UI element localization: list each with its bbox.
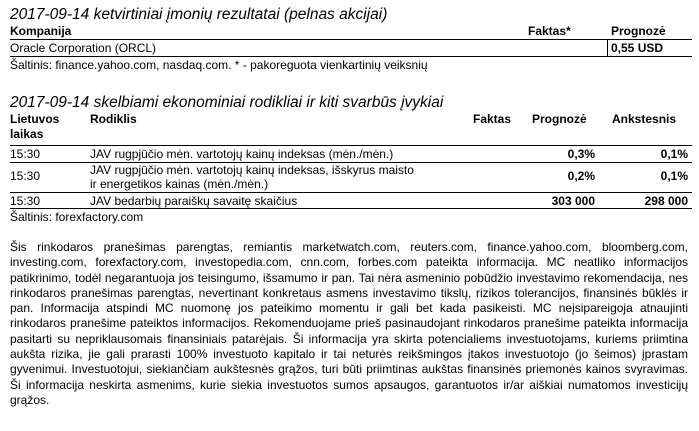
column-divider [607, 39, 608, 56]
section1-source: Šaltinis: finance.yahoo.com, nasdaq.com. * - pakoreguota vienkartinių veiksnių [10, 58, 428, 72]
disclaimer-text: Šis rinkodaros pranešimas parengtas, remiantis marketwatch.com, reuters.com, finance.yahoo.com, bloomberg.com, investing.com, forexfactory.com, investopedia.com, cnn.com, forbes.com pateikta informacija. MC neatliko informacijos patikrinimo, todėl negarantuoja jos teisingumo, išsamumo ir pan. Tai nėra asmeninio pobūdžio investavimo rekomendacija, nes rinkodaros pranešimas parengtas, nevertinant konkretaus asmens investavimo tikslų, rizikos tolerancijos, finansinės būklės ir pan. Informacija atspindi MC nuomonę jos pateikimo momentu ir gali bet kada pasikeisti. MC neįsipareigoja atnaujinti rinkodaros pranešime pateiktos informacijos. Rekomenduojame prieš pasinaudojant rinkodaros pranešime pateikta informacija pasitarti su nepriklausomais finansiniais patarėjais. Ši informacija yra skirta potencialiems investuotojams, kuriems priimtina aukšta rizika, jie gali prarasti 100% investuoto kapitalo ir tai neturės reikšmingos įtakos investuotojo (jo šeimos) įprastam gyvenimui. Investuotojui, siekiančiam aukštesnės grąžos, turi būti priimtinas aukštas finansinės priemonės kainos svyravimas. Ši informacija neskirta asmenims, kurie siekia investuotos sumos apsaugos, garantuotos ir/ar aiškiai numatomos investicijų grąžos. [10, 240, 688, 407]
company-row-forecast: 0,55 USD [611, 41, 664, 55]
header-actual: Faktas* [528, 24, 571, 38]
header-actual-2: Faktas [473, 112, 512, 126]
company-row-name: Oracle Corporation (ORCL) [10, 41, 157, 55]
event-time: 15:30 [10, 147, 41, 161]
header-forecast: Prognozė [611, 24, 666, 38]
divider [10, 56, 692, 57]
event-indicator: JAV rugpjūčio mėn. vartotojų kainų indeksas (mėn./mėn.) [90, 147, 394, 161]
header-forecast-2: Prognozė [532, 112, 587, 126]
header-indicator: Rodiklis [90, 112, 137, 126]
header-company: Kompanija [10, 24, 72, 38]
header-time-line1: Lietuvos [10, 112, 60, 126]
event-forecast: 0,2% [567, 169, 595, 183]
divider [10, 208, 692, 209]
event-previous: 0,1% [660, 147, 688, 161]
event-forecast: 0,3% [567, 147, 595, 161]
event-time: 15:30 [10, 194, 41, 208]
header-previous: Ankstesnis [612, 112, 677, 126]
section2-title: 2017-09-14 skelbiami ekonominiai rodikliai ir kiti svarbūs įvykiai [10, 94, 444, 111]
event-time: 15:30 [10, 169, 41, 183]
header-time-line2: laikas [10, 127, 44, 141]
divider [10, 39, 692, 40]
divider [10, 145, 692, 146]
event-indicator: JAV rugpjūčio mėn. vartotojų kainų indeksas, išskyrus maisto [90, 163, 414, 177]
event-indicator-line2: ir energetikos kainas (mėn./mėn.) [90, 177, 269, 191]
divider [10, 192, 692, 193]
event-previous: 0,1% [660, 169, 688, 183]
event-previous: 298 000 [644, 194, 688, 208]
section1-title: 2017-09-14 ketvirtiniai įmonių rezultatai (pelnas akcijai) [10, 6, 388, 23]
event-forecast: 303 000 [551, 194, 595, 208]
event-indicator: JAV bedarbių paraiškų savaitę skaičius [90, 194, 298, 208]
section2-source: Šaltinis: forexfactory.com [10, 210, 144, 224]
